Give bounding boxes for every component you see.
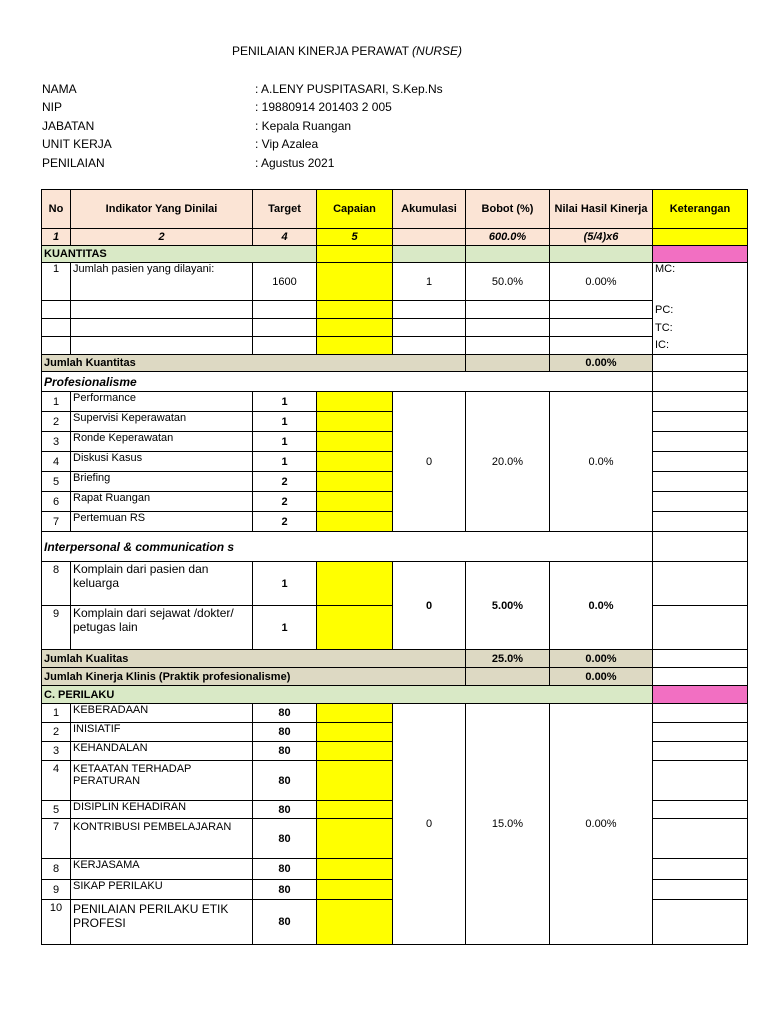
row-target: 80 bbox=[253, 801, 317, 819]
table-row bbox=[42, 704, 748, 723]
row-target: 1 bbox=[253, 432, 317, 452]
blank-cell bbox=[253, 319, 317, 337]
row-no: 10 bbox=[42, 900, 71, 945]
capaian-cell[interactable] bbox=[317, 761, 393, 801]
blank-cell bbox=[550, 337, 653, 355]
info-value: : A.LENY PUSPITASARI, S.Kep.Ns bbox=[255, 82, 443, 96]
row-indikator: Rapat Ruangan bbox=[71, 492, 253, 512]
header-akumulasi: Akumulasi bbox=[393, 190, 466, 229]
info-value: : 19880914 201403 2 005 bbox=[255, 100, 392, 115]
section-kuantitas bbox=[42, 246, 748, 263]
blank-cell bbox=[653, 532, 748, 562]
row-indikator: Jumlah pasien yang dilayani: bbox=[71, 263, 253, 301]
assessment-table bbox=[41, 189, 748, 945]
row-indikator: Diskusi Kasus bbox=[71, 452, 253, 472]
row-no: 8 bbox=[42, 859, 71, 880]
row-indikator: Supervisi Keperawatan bbox=[71, 412, 253, 432]
profesionalisme-bobot: 20.0% bbox=[466, 392, 550, 532]
row-target: 80 bbox=[253, 704, 317, 723]
row-no: 8 bbox=[42, 562, 71, 606]
keterangan-cell bbox=[653, 606, 748, 650]
row-no: 1 bbox=[42, 392, 71, 412]
profesionalisme-nilai: 0.0% bbox=[550, 392, 653, 532]
total-label: Jumlah Kinerja Klinis (Praktik profesionalisme) bbox=[42, 668, 466, 686]
capaian-cell[interactable] bbox=[317, 704, 393, 723]
capaian-cell[interactable] bbox=[317, 723, 393, 742]
capaian-cell[interactable] bbox=[317, 392, 393, 412]
row-no: 2 bbox=[42, 723, 71, 742]
blank-cell bbox=[653, 650, 748, 668]
info-label: NAMA bbox=[42, 82, 77, 96]
blank-cell bbox=[42, 337, 71, 355]
table-row bbox=[42, 392, 748, 412]
header-keterangan: Keterangan bbox=[653, 190, 748, 229]
capaian-cell[interactable] bbox=[317, 472, 393, 492]
blank-cell bbox=[393, 246, 466, 263]
subheader-indikator: 2 bbox=[71, 229, 253, 246]
note-tc: TC: bbox=[653, 319, 748, 337]
keterangan-cell bbox=[653, 512, 748, 532]
row-target: 1600 bbox=[253, 263, 317, 301]
blank-cell bbox=[253, 337, 317, 355]
keterangan-cell bbox=[653, 723, 748, 742]
row-target: 80 bbox=[253, 761, 317, 801]
blank-cell bbox=[71, 301, 253, 319]
capaian-cell[interactable] bbox=[317, 492, 393, 512]
row-no: 3 bbox=[42, 742, 71, 761]
row-target: 80 bbox=[253, 723, 317, 742]
keterangan-cell bbox=[653, 432, 748, 452]
profesionalisme-akumulasi: 0 bbox=[393, 392, 466, 532]
blank-cell bbox=[393, 337, 466, 355]
row-target: 1 bbox=[253, 606, 317, 650]
section-profesionalisme bbox=[42, 372, 748, 392]
total-klinis-row bbox=[42, 668, 748, 686]
row-indikator: DISIPLIN KEHADIRAN bbox=[71, 801, 253, 819]
row-target: 1 bbox=[253, 562, 317, 606]
row-indikator: KETAATAN TERHADAP PERATURAN bbox=[71, 761, 253, 801]
keterangan-cell bbox=[653, 686, 748, 704]
row-target: 80 bbox=[253, 880, 317, 900]
total-bobot: 25.0% bbox=[466, 650, 550, 668]
subheader-row bbox=[42, 229, 748, 246]
subheader-nilai: (5/4)x6 bbox=[550, 229, 653, 246]
row-no: 1 bbox=[42, 263, 71, 301]
row-indikator: SIKAP PERILAKU bbox=[71, 880, 253, 900]
capaian-cell[interactable] bbox=[317, 263, 393, 301]
document-title bbox=[0, 44, 694, 58]
note-ic: IC: bbox=[653, 337, 748, 355]
row-indikator: KEBERADAAN bbox=[71, 704, 253, 723]
info-value: : Vip Azalea bbox=[255, 137, 319, 152]
row-target: 80 bbox=[253, 900, 317, 945]
keterangan-cell bbox=[653, 412, 748, 432]
blank-cell bbox=[393, 301, 466, 319]
subheader-bobot: 600.0% bbox=[466, 229, 550, 246]
blank-cell bbox=[653, 668, 748, 686]
capaian-cell[interactable] bbox=[317, 319, 393, 337]
keterangan-cell bbox=[653, 761, 748, 801]
blank-cell bbox=[550, 301, 653, 319]
row-indikator: Briefing bbox=[71, 472, 253, 492]
row-target: 80 bbox=[253, 859, 317, 880]
capaian-cell[interactable] bbox=[317, 432, 393, 452]
blank-cell bbox=[653, 372, 748, 392]
row-no: 3 bbox=[42, 432, 71, 452]
row-target: 80 bbox=[253, 742, 317, 761]
row-indikator: PENILAIAN PERILAKU ETIK PROFESI bbox=[71, 900, 253, 945]
row-no: 1 bbox=[42, 704, 71, 723]
keterangan-cell bbox=[653, 801, 748, 819]
row-indikator: KONTRIBUSI PEMBELAJARAN bbox=[71, 819, 253, 859]
capaian-cell bbox=[317, 246, 393, 263]
keterangan-cell bbox=[653, 742, 748, 761]
perilaku-bobot: 15.0% bbox=[466, 704, 550, 945]
keterangan-cell bbox=[653, 472, 748, 492]
blank-cell bbox=[466, 246, 550, 263]
keterangan-cell bbox=[653, 246, 748, 263]
row-no: 9 bbox=[42, 606, 71, 650]
total-label: Jumlah Kualitas bbox=[42, 650, 466, 668]
subheader-target: 4 bbox=[253, 229, 317, 246]
section-label: Profesionalisme bbox=[42, 372, 653, 392]
row-indikator: Komplain dari sejawat /dokter/ petugas lain bbox=[71, 606, 253, 650]
capaian-cell[interactable] bbox=[317, 742, 393, 761]
row-no: 7 bbox=[42, 512, 71, 532]
info-value: : Kepala Ruangan bbox=[255, 118, 352, 133]
row-target: 2 bbox=[253, 512, 317, 532]
capaian-cell[interactable] bbox=[317, 859, 393, 880]
keterangan-cell bbox=[653, 452, 748, 472]
perilaku-nilai: 0.00% bbox=[550, 704, 653, 945]
header-nilai: Nilai Hasil Kinerja bbox=[550, 190, 653, 229]
subheader-keterangan bbox=[653, 229, 748, 246]
row-no: 5 bbox=[42, 801, 71, 819]
blank-cell bbox=[550, 246, 653, 263]
blank-cell bbox=[71, 319, 253, 337]
blank-cell bbox=[393, 319, 466, 337]
capaian-cell[interactable] bbox=[317, 606, 393, 650]
note-mc: MC: bbox=[653, 263, 748, 301]
blank-cell bbox=[466, 301, 550, 319]
row-indikator: Pertemuan RS bbox=[71, 512, 253, 532]
table-row bbox=[42, 301, 748, 319]
table-header-row bbox=[42, 190, 748, 229]
blank-cell bbox=[71, 337, 253, 355]
info-label: JABATAN bbox=[42, 118, 95, 133]
info-label: NIP bbox=[42, 100, 63, 115]
blank-cell bbox=[466, 337, 550, 355]
interpersonal-bobot: 5.00% bbox=[466, 562, 550, 650]
keterangan-cell bbox=[653, 562, 748, 606]
blank-cell bbox=[42, 319, 71, 337]
table-row bbox=[42, 562, 748, 606]
row-indikator: Ronde Keperawatan bbox=[71, 432, 253, 452]
capaian-cell[interactable] bbox=[317, 512, 393, 532]
interpersonal-nilai: 0.0% bbox=[550, 562, 653, 650]
capaian-cell[interactable] bbox=[317, 452, 393, 472]
perilaku-akumulasi: 0 bbox=[393, 704, 466, 945]
title-italic: (NURSE) bbox=[412, 44, 463, 58]
capaian-cell[interactable] bbox=[317, 880, 393, 900]
row-bobot: 50.0% bbox=[466, 263, 550, 301]
row-target: 80 bbox=[253, 819, 317, 859]
keterangan-cell bbox=[653, 819, 748, 859]
total-kuantitas-row bbox=[42, 355, 748, 372]
keterangan-cell bbox=[653, 492, 748, 512]
interpersonal-akumulasi: 0 bbox=[393, 562, 466, 650]
row-target: 2 bbox=[253, 492, 317, 512]
section-label: C. PERILAKU bbox=[42, 686, 653, 704]
row-no: 4 bbox=[42, 452, 71, 472]
info-label: PENILAIAN bbox=[42, 155, 105, 170]
table-row bbox=[42, 319, 748, 337]
blank-cell bbox=[466, 668, 550, 686]
capaian-cell[interactable] bbox=[317, 337, 393, 355]
capaian-cell[interactable] bbox=[317, 801, 393, 819]
blank-cell bbox=[653, 355, 748, 372]
section-label: KUANTITAS bbox=[42, 246, 317, 263]
section-perilaku bbox=[42, 686, 748, 704]
capaian-cell[interactable] bbox=[317, 819, 393, 859]
info-value: : Agustus 2021 bbox=[255, 155, 335, 170]
total-nilai: 0.00% bbox=[550, 355, 653, 372]
row-nilai: 0.00% bbox=[550, 263, 653, 301]
row-akumulasi: 1 bbox=[393, 263, 466, 301]
header-target: Target bbox=[253, 190, 317, 229]
info-label: UNIT KERJA bbox=[42, 137, 112, 152]
total-kualitas-row bbox=[42, 650, 748, 668]
row-indikator: KEHANDALAN bbox=[71, 742, 253, 761]
row-target: 1 bbox=[253, 452, 317, 472]
blank-cell bbox=[466, 319, 550, 337]
subheader-no: 1 bbox=[42, 229, 71, 246]
header-no: No bbox=[42, 190, 71, 229]
row-no: 2 bbox=[42, 412, 71, 432]
total-nilai: 0.00% bbox=[550, 668, 653, 686]
row-indikator: INISIATIF bbox=[71, 723, 253, 742]
keterangan-cell bbox=[653, 900, 748, 945]
capaian-cell[interactable] bbox=[317, 562, 393, 606]
row-no: 7 bbox=[42, 819, 71, 859]
header-indikator: Indikator Yang Dinilai bbox=[71, 190, 253, 229]
row-no: 6 bbox=[42, 492, 71, 512]
header-bobot: Bobot (%) bbox=[466, 190, 550, 229]
row-target: 2 bbox=[253, 472, 317, 492]
row-indikator: Komplain dari pasien dan keluarga bbox=[71, 562, 253, 606]
row-indikator: Performance bbox=[71, 392, 253, 412]
row-no: 9 bbox=[42, 880, 71, 900]
keterangan-cell bbox=[653, 880, 748, 900]
row-target: 1 bbox=[253, 392, 317, 412]
header-capaian: Capaian bbox=[317, 190, 393, 229]
row-target: 1 bbox=[253, 412, 317, 432]
keterangan-cell bbox=[653, 859, 748, 880]
keterangan-cell bbox=[653, 392, 748, 412]
subheader-akumulasi bbox=[393, 229, 466, 246]
row-no: 5 bbox=[42, 472, 71, 492]
note-pc: PC: bbox=[653, 301, 748, 319]
capaian-cell[interactable] bbox=[317, 900, 393, 945]
section-interpersonal bbox=[42, 532, 748, 562]
total-nilai: 0.00% bbox=[550, 650, 653, 668]
table-row bbox=[42, 263, 748, 301]
row-no: 4 bbox=[42, 761, 71, 801]
section-label: Interpersonal & communication s bbox=[42, 532, 653, 562]
row-indikator: KERJASAMA bbox=[71, 859, 253, 880]
capaian-cell[interactable] bbox=[317, 301, 393, 319]
capaian-cell[interactable] bbox=[317, 412, 393, 432]
subheader-capaian: 5 bbox=[317, 229, 393, 246]
blank-cell bbox=[42, 301, 71, 319]
title-main: PENILAIAN KINERJA PERAWAT bbox=[231, 44, 409, 58]
blank-cell bbox=[550, 319, 653, 337]
keterangan-cell bbox=[653, 704, 748, 723]
blank-cell bbox=[253, 301, 317, 319]
blank-cell bbox=[466, 355, 550, 372]
total-label: Jumlah Kuantitas bbox=[42, 355, 466, 372]
table-row bbox=[42, 337, 748, 355]
